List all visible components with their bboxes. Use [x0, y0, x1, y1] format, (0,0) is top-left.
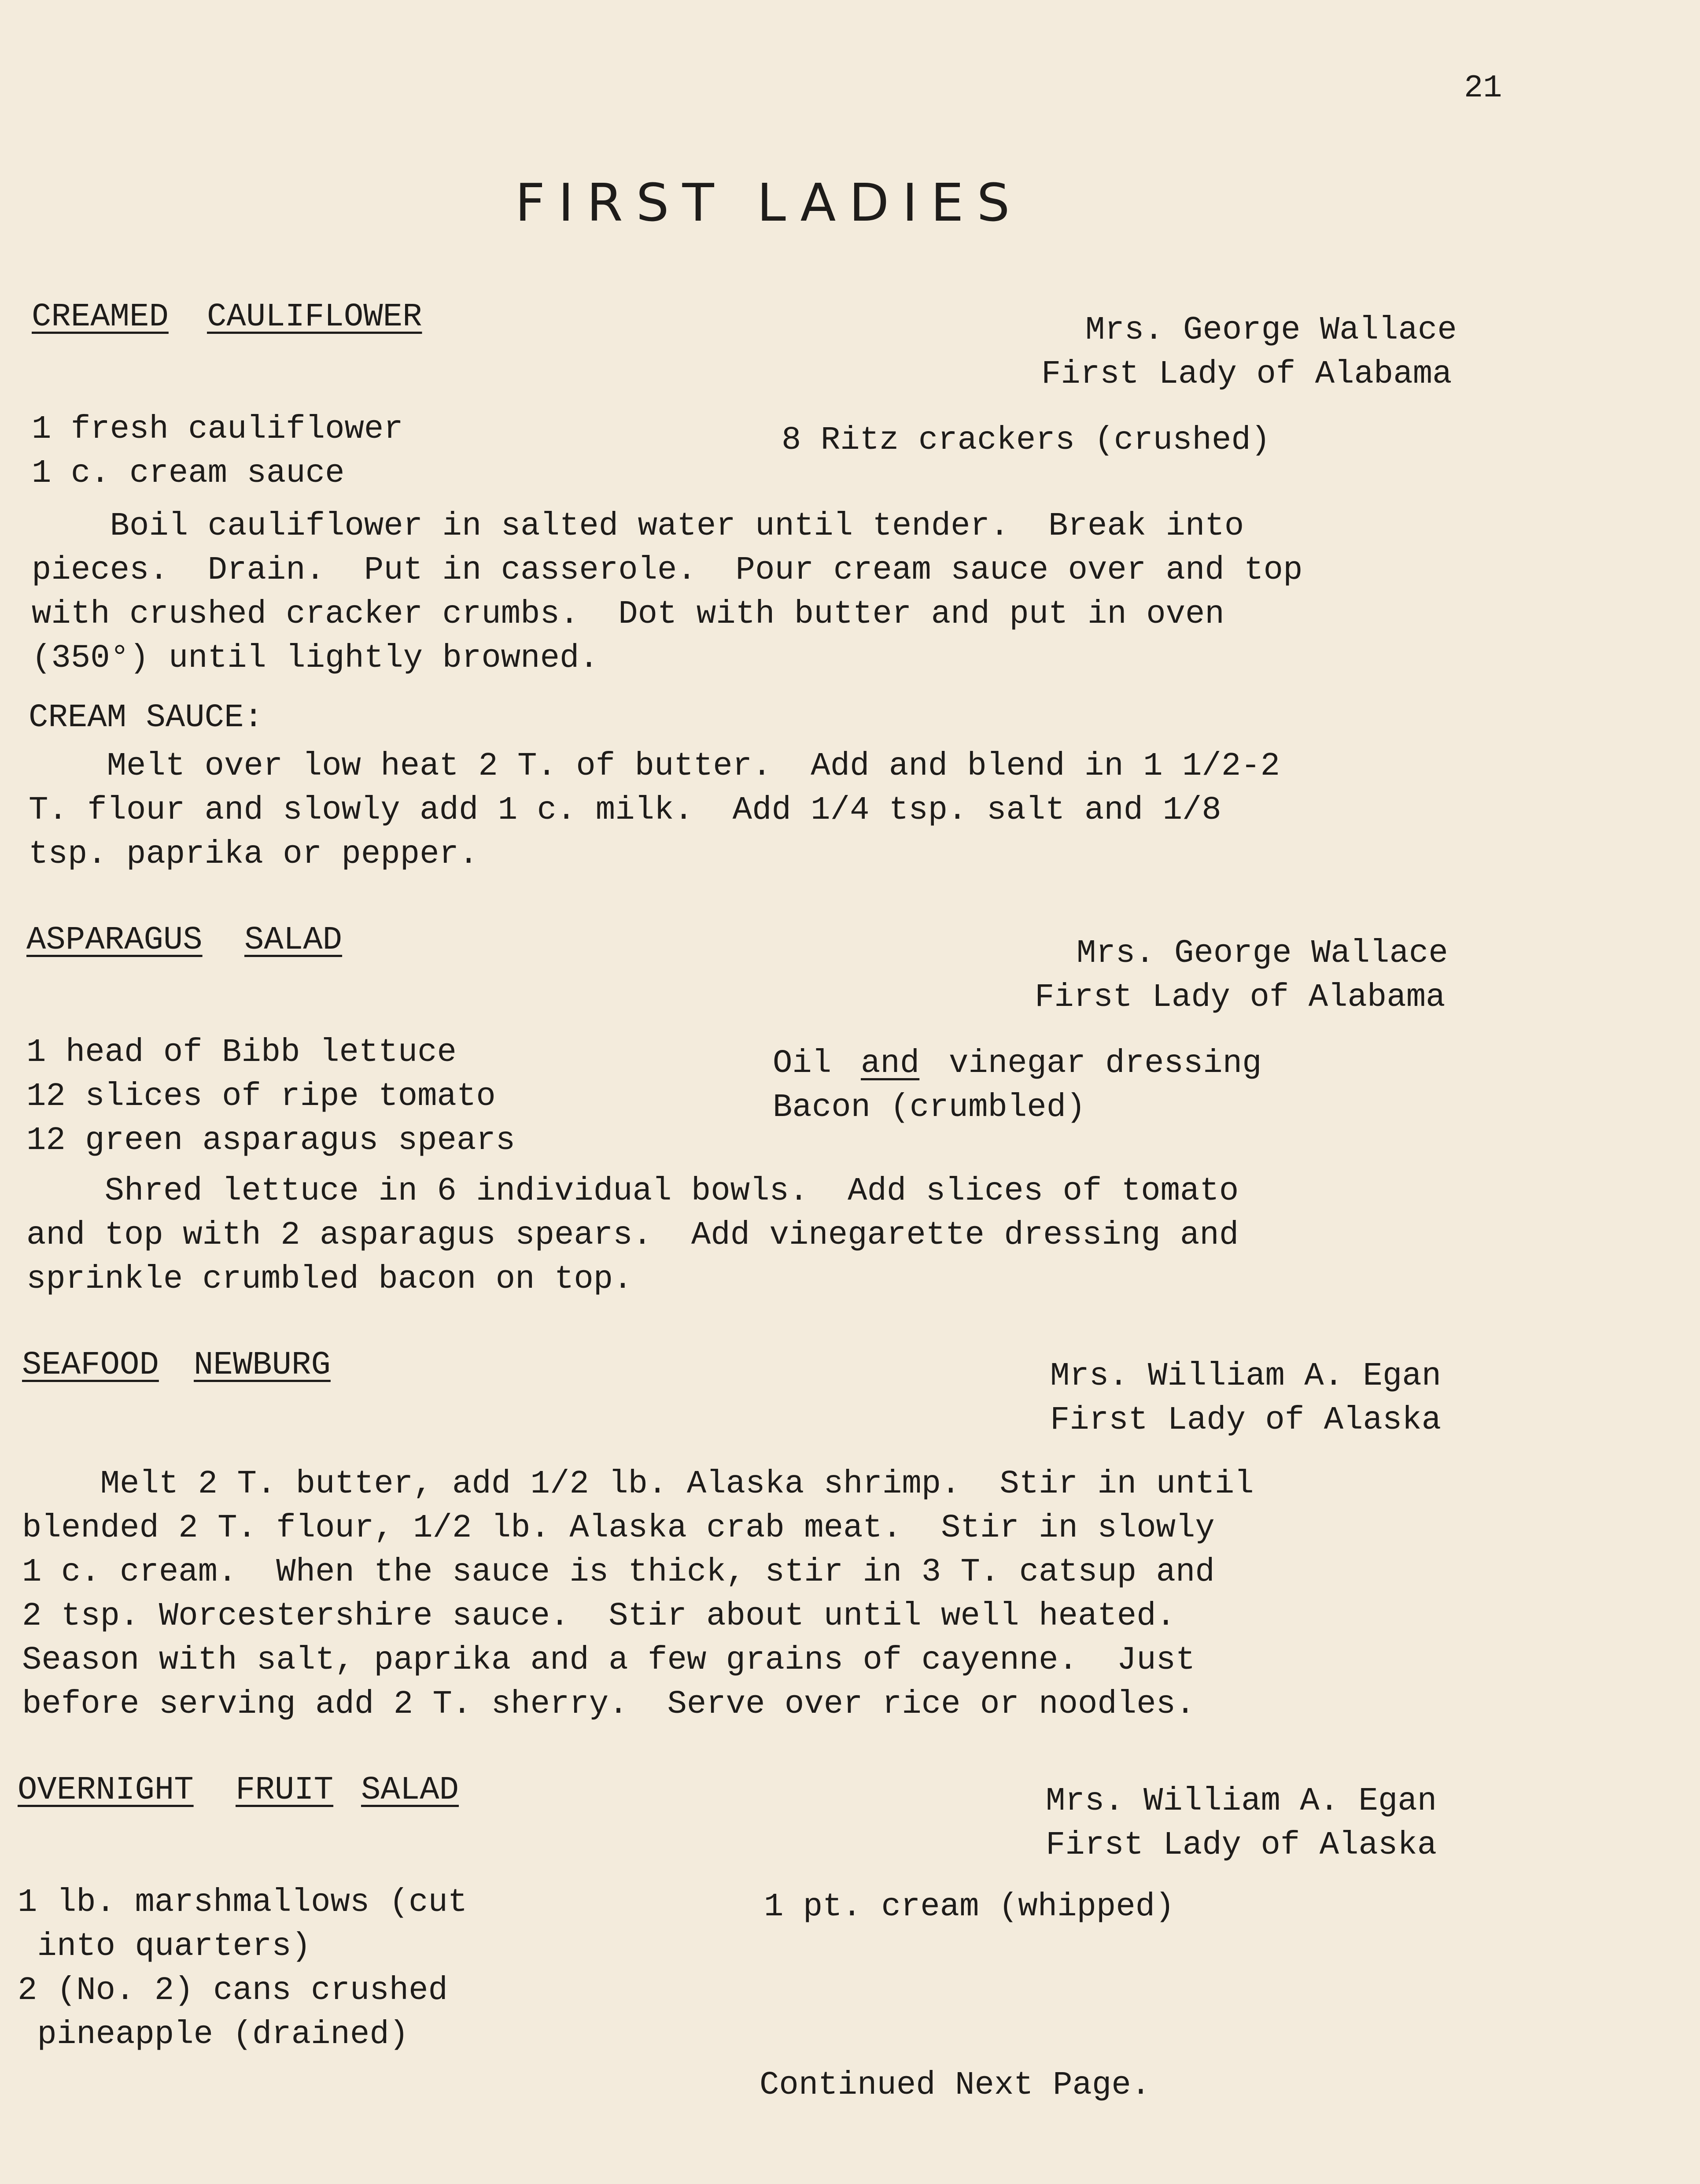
ingredient: 1 c. cream sauce: [32, 455, 345, 492]
ingredient: into quarters): [18, 1928, 311, 1965]
instruction-line: Boil cauliflower in salted water until tender. Break into: [32, 508, 1244, 545]
recipe-contributor-title: First Lady of Alabama: [1041, 356, 1452, 393]
ingredient: Oil: [773, 1045, 832, 1082]
instruction-line: sprinkle crumbled bacon on top.: [26, 1261, 633, 1298]
ingredient: 1 head of Bibb lettuce: [26, 1034, 457, 1071]
ingredient: 8 Ritz crackers (crushed): [782, 422, 1271, 459]
instruction-line: 2 tsp. Worcestershire sauce. Stir about until well heated.: [22, 1598, 1176, 1635]
page-title: FIRST LADIES: [515, 172, 1023, 233]
instruction-line: T. flour and slowly add 1 c. milk. Add 1/4 tsp. salt and 1/8: [29, 792, 1221, 829]
instruction-line: with crushed cracker crumbs. Dot with butter and put in oven: [32, 596, 1224, 633]
instruction-line: blended 2 T. flour, 1/2 lb. Alaska crab meat. Stir in slowly: [22, 1510, 1215, 1547]
recipe-contributor-title: First Lady of Alaska: [1050, 1402, 1442, 1439]
ingredient-underlined-word: and: [861, 1045, 920, 1082]
instruction-line: (350°) until lightly browned.: [32, 640, 599, 677]
instruction-line: before serving add 2 T. sherry. Serve over rice or noodles.: [22, 1686, 1195, 1723]
instruction-line: tsp. paprika or pepper.: [29, 836, 479, 873]
instruction-line: Melt over low heat 2 T. of butter. Add and blend in 1 1/2-2: [29, 748, 1280, 785]
recipe-title-word: SALAD: [244, 922, 343, 959]
ingredient: 1 lb. marshmallows (cut: [18, 1884, 468, 1921]
continued-note: Continued Next Page.: [760, 2067, 1151, 2104]
recipe-title-word: CAULIFLOWER: [207, 299, 422, 336]
ingredient: 12 slices of ripe tomato: [26, 1078, 496, 1115]
instruction-line: 1 c. cream. When the sauce is thick, stir in 3 T. catsup and: [22, 1554, 1215, 1591]
ingredient: 2 (No. 2) cans crushed: [18, 1972, 448, 2009]
recipe-contributor-title: First Lady of Alaska: [1046, 1827, 1437, 1864]
instruction-line: pieces. Drain. Put in casserole. Pour cream sauce over and top: [32, 552, 1303, 589]
recipe-contributor: Mrs. William A. Egan: [1050, 1358, 1442, 1395]
recipe-contributor-title: First Lady of Alabama: [1035, 979, 1446, 1016]
recipe-title-word: OVERNIGHT: [18, 1772, 194, 1809]
ingredient: 12 green asparagus spears: [26, 1122, 516, 1159]
subsection-title: CREAM SAUCE:: [29, 699, 263, 736]
ingredient: pineapple (drained): [18, 2016, 409, 2053]
recipe-contributor: Mrs. William A. Egan: [1046, 1783, 1437, 1820]
instruction-line: Season with salt, paprika and a few grains of cayenne. Just: [22, 1642, 1195, 1679]
ingredient: Bacon (crumbled): [773, 1089, 1086, 1126]
instruction-line: and top with 2 asparagus spears. Add vinegarette dressing and: [26, 1217, 1239, 1254]
ingredient: vinegar dressing: [949, 1045, 1262, 1082]
recipe-title-word: FRUIT: [236, 1772, 334, 1809]
recipe-contributor: Mrs. George Wallace: [1077, 935, 1448, 972]
ingredient: 1 fresh cauliflower: [32, 411, 403, 448]
page-number: 21: [1464, 70, 1502, 106]
recipe-title-word: CREAMED: [32, 299, 169, 336]
recipe-contributor: Mrs. George Wallace: [1085, 312, 1457, 349]
recipe-title-word: SEAFOOD: [22, 1347, 159, 1384]
recipe-title-word: SALAD: [361, 1772, 459, 1809]
recipe-title-word: NEWBURG: [194, 1347, 331, 1384]
instruction-line: Melt 2 T. butter, add 1/2 lb. Alaska shrimp. Stir in until: [22, 1466, 1254, 1503]
instruction-line: Shred lettuce in 6 individual bowls. Add slices of tomato: [26, 1173, 1239, 1210]
ingredient: 1 pt. cream (whipped): [764, 1888, 1175, 1925]
recipe-title-word: ASPARAGUS: [26, 922, 203, 959]
